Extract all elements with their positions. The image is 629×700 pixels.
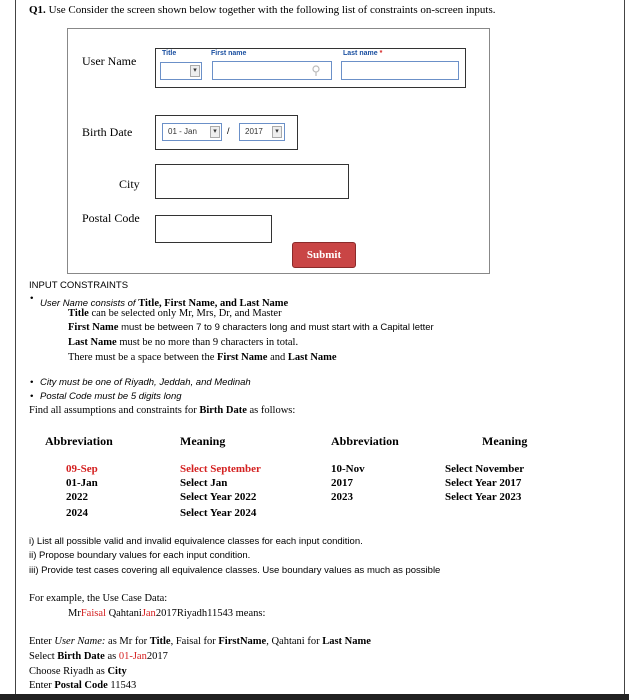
postal-code-input[interactable] <box>155 215 272 243</box>
postal-code-label: Postal Code <box>82 211 140 225</box>
chevron-down-icon[interactable]: ▾ <box>190 65 200 77</box>
user-name-bullet-prefix: • User Name consists of <box>40 298 138 309</box>
submit-button[interactable]: Submit <box>292 242 356 268</box>
title-rule: Title can be selected only Mr, Mrs, Dr, and Master <box>68 308 282 319</box>
example-line-3: Choose Riyadh as City <box>29 666 127 677</box>
first-name-input[interactable] <box>212 61 332 80</box>
table-cell: Select September <box>180 463 261 475</box>
last-name-mini-label: Last name * <box>343 50 383 57</box>
table-cell: 09-Sep <box>66 463 98 475</box>
birth-year-select[interactable] <box>239 123 285 141</box>
question-text: Use Consider the screen shown below together with the following list of constraints on-screen inputs. <box>48 4 496 16</box>
chevron-down-icon[interactable]: ▾ <box>272 126 282 138</box>
user-name-bullet-fields: Title, First Name, and Last Name <box>138 298 289 309</box>
table-header-abbr-1: Abbreviation <box>45 434 113 448</box>
table-header-meaning-2: Meaning <box>482 434 528 448</box>
bottom-border <box>0 694 629 700</box>
example-intro: For example, the Use Case Data: <box>29 593 168 604</box>
birth-day-month-value: 01 - Jan <box>168 127 197 136</box>
postal-rule: • Postal Code must be 5 digits long <box>40 391 182 402</box>
birth-day-month-select[interactable] <box>162 123 222 141</box>
table-cell: Select Jan <box>180 477 228 489</box>
example-line-2: Select Birth Date as 01-Jan2017 <box>29 651 168 662</box>
table-cell: 2024 <box>66 507 88 519</box>
table-cell: Select Year 2022 <box>180 491 257 503</box>
city-rule: • City must be one of Riyadh, Jeddah, and Medinah <box>40 377 251 388</box>
first-name-mini-label: First name <box>211 50 247 57</box>
title-mini-label: Title <box>162 50 177 57</box>
birth-date-intro: Find all assumptions and constraints for Birth Date as follows: <box>29 405 296 416</box>
user-name-group <box>155 48 466 88</box>
task-2: ii) Propose boundary values for each input condition. <box>29 550 251 561</box>
date-separator: / <box>227 126 230 136</box>
table-cell: Select Year 2024 <box>180 507 257 519</box>
table-cell: 2022 <box>66 491 88 503</box>
task-3: iii) Provide test cases covering all equivalence classes. Use boundary values as much as possible <box>29 565 441 576</box>
question-line <box>29 4 496 16</box>
table-cell: Select Year 2023 <box>445 491 522 503</box>
user-name-label: User Name <box>82 54 137 68</box>
space-rule: There must be a space between the First Name and Last Name <box>68 352 337 363</box>
city-label: City <box>119 177 140 191</box>
table-cell: 2017 <box>331 477 353 489</box>
required-mark: * <box>379 50 383 57</box>
question-number: Q1. <box>29 4 46 16</box>
table-header-meaning-1: Meaning <box>180 434 226 448</box>
city-input[interactable] <box>155 164 349 199</box>
table-header-abbr-2: Abbreviation <box>331 434 399 448</box>
birth-date-group <box>155 115 298 150</box>
birth-date-label: Birth Date <box>82 125 133 139</box>
example-data: MrFaisal QahtaniJan2017Riyadh11543 means: <box>68 608 266 619</box>
table-cell: 01-Jan <box>66 477 98 489</box>
birth-year-value: 2017 <box>245 127 263 136</box>
example-line-1: Enter User Name: as Mr for Title, Faisal for FirstName, Qahtani for Last Name <box>29 636 371 647</box>
table-cell: Select Year 2017 <box>445 477 522 489</box>
title-select[interactable] <box>160 62 202 80</box>
table-cell: Select November <box>445 463 525 475</box>
task-1: i) List all possible valid and invalid equivalence classes for each input condition. <box>29 536 363 547</box>
key-icon <box>311 64 321 82</box>
table-cell: 10-Nov <box>331 463 365 475</box>
example-line-4: Enter Postal Code 11543 <box>29 680 137 691</box>
constraints-heading: INPUT CONSTRAINTS <box>29 280 129 291</box>
last-name-input[interactable] <box>341 61 459 80</box>
first-name-rule: First Name must be between 7 to 9 characters long and must start with a Capital letter <box>68 322 434 333</box>
chevron-down-icon[interactable]: ▾ <box>210 126 220 138</box>
last-name-rule: Last Name must be no more than 9 characters in total. <box>68 337 299 348</box>
table-cell: 2023 <box>331 491 353 503</box>
